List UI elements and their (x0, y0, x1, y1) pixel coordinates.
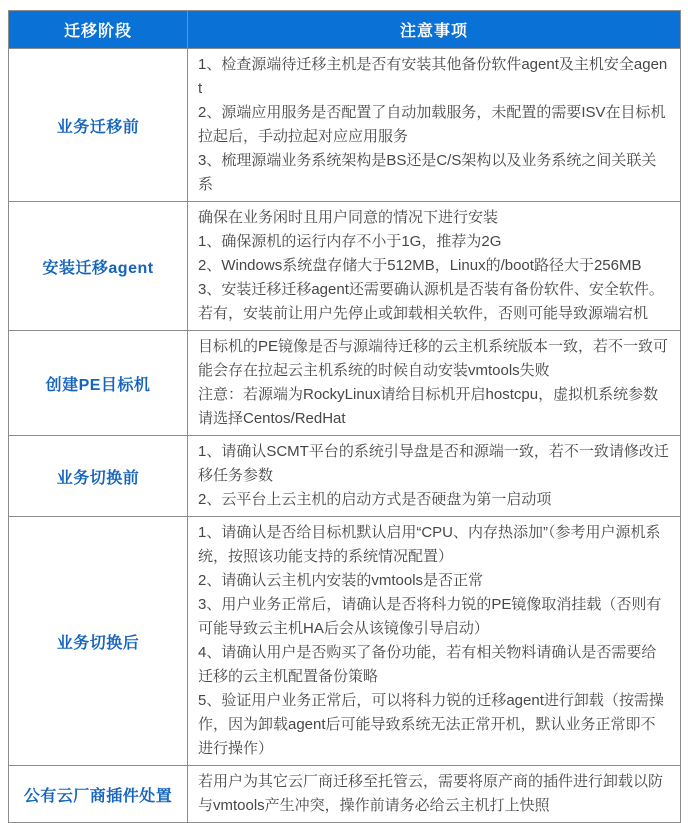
migration-notes-table (8, 10, 681, 823)
notes-cell (188, 331, 681, 436)
table-row (9, 517, 681, 766)
phase-label: 业务迁移前 (9, 49, 188, 202)
note-line: 2、源端应用服务是否配置了自动加载服务，未配置的需要ISV在目标机拉起后，手动拉起对应应用服务 (198, 104, 666, 145)
phase-label: 安装迁移agent (9, 202, 188, 331)
phase-label: 公有云厂商插件处置 (9, 766, 188, 823)
note-line: 1、确保源机的运行内存不小于1G，推荐为2G (198, 233, 502, 250)
notes-cell (188, 49, 681, 202)
note-line: 确保在业务闲时且用户同意的情况下进行安装 (198, 209, 499, 226)
table-row (9, 202, 681, 331)
phase-label: 创建PE目标机 (9, 331, 188, 436)
phase-label: 业务切换后 (9, 517, 188, 766)
header-cell-phase: 迁移阶段 (9, 11, 188, 49)
note-line: 2、Windows系统盘存储大于512MB，Linux的/boot路径大于256MB (198, 257, 642, 274)
note-line: 5、验证用户业务正常后，可以将科力锐的迁移agent进行卸载（按需操作，因为卸载agent后可能导致系统无法正常开机，默认业务正常即不进行操作） (198, 692, 664, 757)
notes-cell (188, 766, 681, 823)
note-line: 3、梳理源端业务系统架构是BS还是C/S架构以及业务系统之间关联关系 (198, 152, 657, 193)
header-cell-notes: 注意事项 (188, 11, 681, 49)
note-line: 目标机的PE镜像是否与源端待迁移的云主机系统版本一致，若不一致可能会存在拉起云主机系统的时候自动安装vmtools失败 (198, 338, 669, 379)
table-header-row (9, 11, 681, 49)
table-row (9, 436, 681, 517)
note-line: 注意：若源端为RockyLinux请给目标机开启hostcpu，虚拟机系统参数请选择Centos/RedHat (198, 386, 659, 427)
phase-label: 业务切换前 (9, 436, 188, 517)
note-line: 3、用户业务正常后，请确认是否将科力锐的PE镜像取消挂载（否则有可能导致云主机HA后会从该镜像引导启动） (198, 596, 662, 637)
notes-cell (188, 517, 681, 766)
note-line: 3、安装迁移迁移agent还需要确认源机是否装有备份软件、安全软件。若有，安装前让用户先停止或卸载相关软件，否则可能导致源端宕机 (198, 281, 664, 322)
note-line: 若用户为其它云厂商迁移至托管云，需要将原产商的插件进行卸载以防与vmtools产生冲突，操作前请务必给云主机打上快照 (198, 773, 664, 814)
note-line: 1、检查源端待迁移主机是否有安装其他备份软件agent及主机安全agent (198, 56, 668, 97)
note-line: 2、请确认云主机内安装的vmtools是否正常 (198, 572, 484, 589)
table-row (9, 331, 681, 436)
table-row (9, 766, 681, 823)
note-line: 2、云平台上云主机的启动方式是否硬盘为第一启动项 (198, 491, 552, 508)
table-row (9, 49, 681, 202)
note-line: 4、请确认用户是否购买了备份功能，若有相关物料请确认是否需要给迁移的云主机配置备份策略 (198, 644, 657, 685)
notes-cell (188, 202, 681, 331)
note-line: 1、请确认SCMT平台的系统引导盘是否和源端一致，若不一致请修改迁移任务参数 (198, 443, 669, 484)
note-line: 1、请确认是否给目标机默认启用“CPU、内存热添加”（参考用户源机系统，按照该功能支持的系统情况配置） (198, 524, 661, 565)
notes-cell (188, 436, 681, 517)
